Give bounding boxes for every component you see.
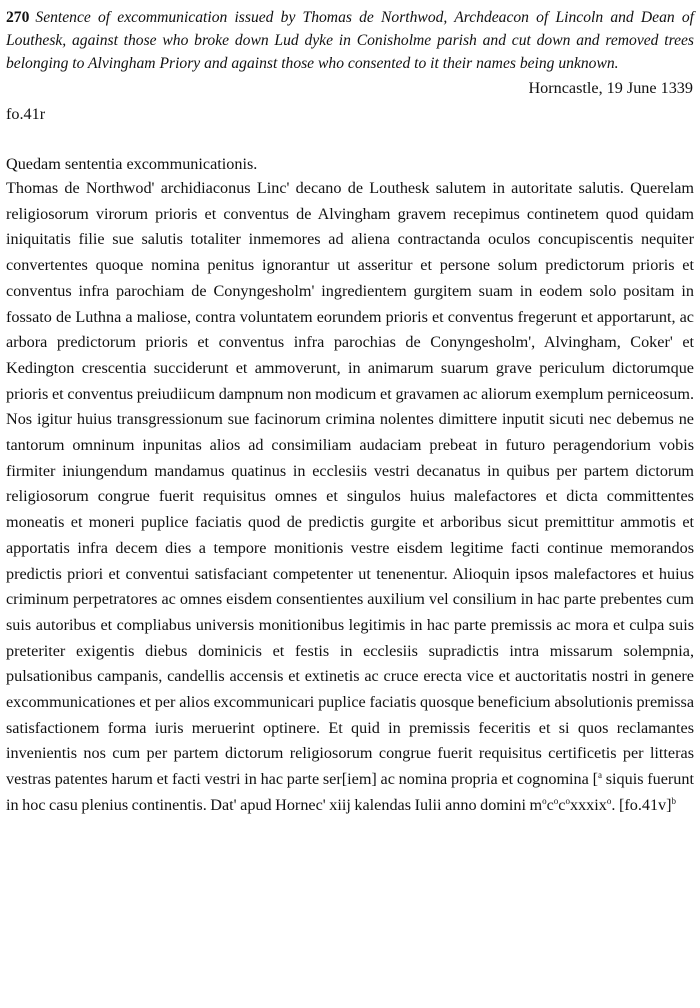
document-body (6, 176, 694, 819)
body-text-continued: siquis fuerunt in hoc casu plenius continentis. Dat' apud Hornec' xiij kalendas Iulii anno domini m (6, 770, 694, 814)
year-superscript: o (606, 795, 612, 806)
folio-reference: fo.41r (6, 105, 46, 123)
place-date: Horncastle, 19 June 1339 (528, 79, 693, 97)
document-title: Quedam sententia excommunicationis. (6, 155, 258, 173)
year-superscript: o (542, 795, 547, 806)
year-numeral: xxxix (569, 795, 607, 814)
year-superscript: o (565, 795, 570, 806)
footnote-marker-b: b (671, 795, 677, 806)
body-text-main: Thomas de Northwod' archidiaconus Linc' decano de Louthesk salutem in autoritate salutis. Querelam religiosorum virorum prioris et conventus de Alvingham gravem recepimus continetem quod quidam iniquitatis filie sue salutis totaliter inmemores ad aliena contractanda oculos concupiscentis nequiter convertentes quoque nomina penitus ignorantur ut asseritur et persone solum predictorum prioris et conventus infra parochiam de Conyngesholm' ingredientem gurgitem suam in eodem solo positam in fossato de Luthna a maliose, contra voluntatem eorundem prioris et conventus fregerunt et apportarunt, ac arbora predictorum prioris et conventus infra parochias de Conyngesholm', Alvingham, Coker' et Kedington crescentia succiderunt et ammoverunt, in animarum suarum grave periculum dictorumque prioris et conventus preiudiicum dampnum non modicum et gravamen ac aliorum exemplum perniceosum. Nos igitur huius transgressionum sue facinorum crimina nolentes dimittere inputit sicuti nec debemus ne tantorum omninum inpunitas alios ad consimiliam audaciam prebeat in futuro peragendorium vobis firmiter iniungendum mandamus quatinus in ecclesiis vestri decanatus in quibus per partem dictorum religiosorum congrue fuerit requisitus omnes et singulos huius malefactores et dicta committentes moneatis et moneri puplice faciatis quod de predictis gurgite et arboribus sicut premittitur ammotis et apportatis infra decem dies a tempore monitionis vestre eisdem legitime facti continue memorandos predictis priori et conventui satisfaciant competenter ut tenenentur. Alioquin ipsos malefactores et huius criminum perpetratores ac omnes eisdem consentientes auxilium vel consilium in hac parte prebentes cum suis autoribus et compliabus universis monitionibus legitimis in hac parte premissis ac mora et culpa suis preteriter exigentis diebus dominicis et festis in ecclesiis supradictis intra missarum solempnia, pulsationibus campanis, candellis accensis et extinetis ac cruce erecta vice et auctoritatis nostri in genere excommunicationes et per alios excommunicari puplice faciatis quosque beneficium absolutionis premissa satisfactionem forma iuris meruerint optinere. Et quid in premissis feceritis et si quos reclamantes invenientis nos cum per partem dictorum religiosorum congrue fuerit requisitus certificetis per litteras vestras patentes harum et facti vestri in hac parte ser[iem] ac nomina propria et cognomina [ (6, 179, 694, 789)
footnote-marker-a: a (597, 770, 602, 781)
entry-rubric: Sentence of excommunication issued by Thomas de Northwod, Archdeacon of Lincoln and Dean of Louthesk, against those who broke down Lud dyke in Conisholme parish and cut down and removed trees belonging to Alvingham Priory and against those who consented to it their names being unknown. (6, 9, 694, 72)
year-numeral: c (558, 795, 566, 814)
entry-header (6, 6, 694, 75)
year-superscript: o (553, 795, 559, 806)
body-text-end: . [fo.41v] (611, 795, 672, 814)
entry-number: 270 (6, 9, 30, 26)
year-numeral: c (546, 795, 554, 814)
